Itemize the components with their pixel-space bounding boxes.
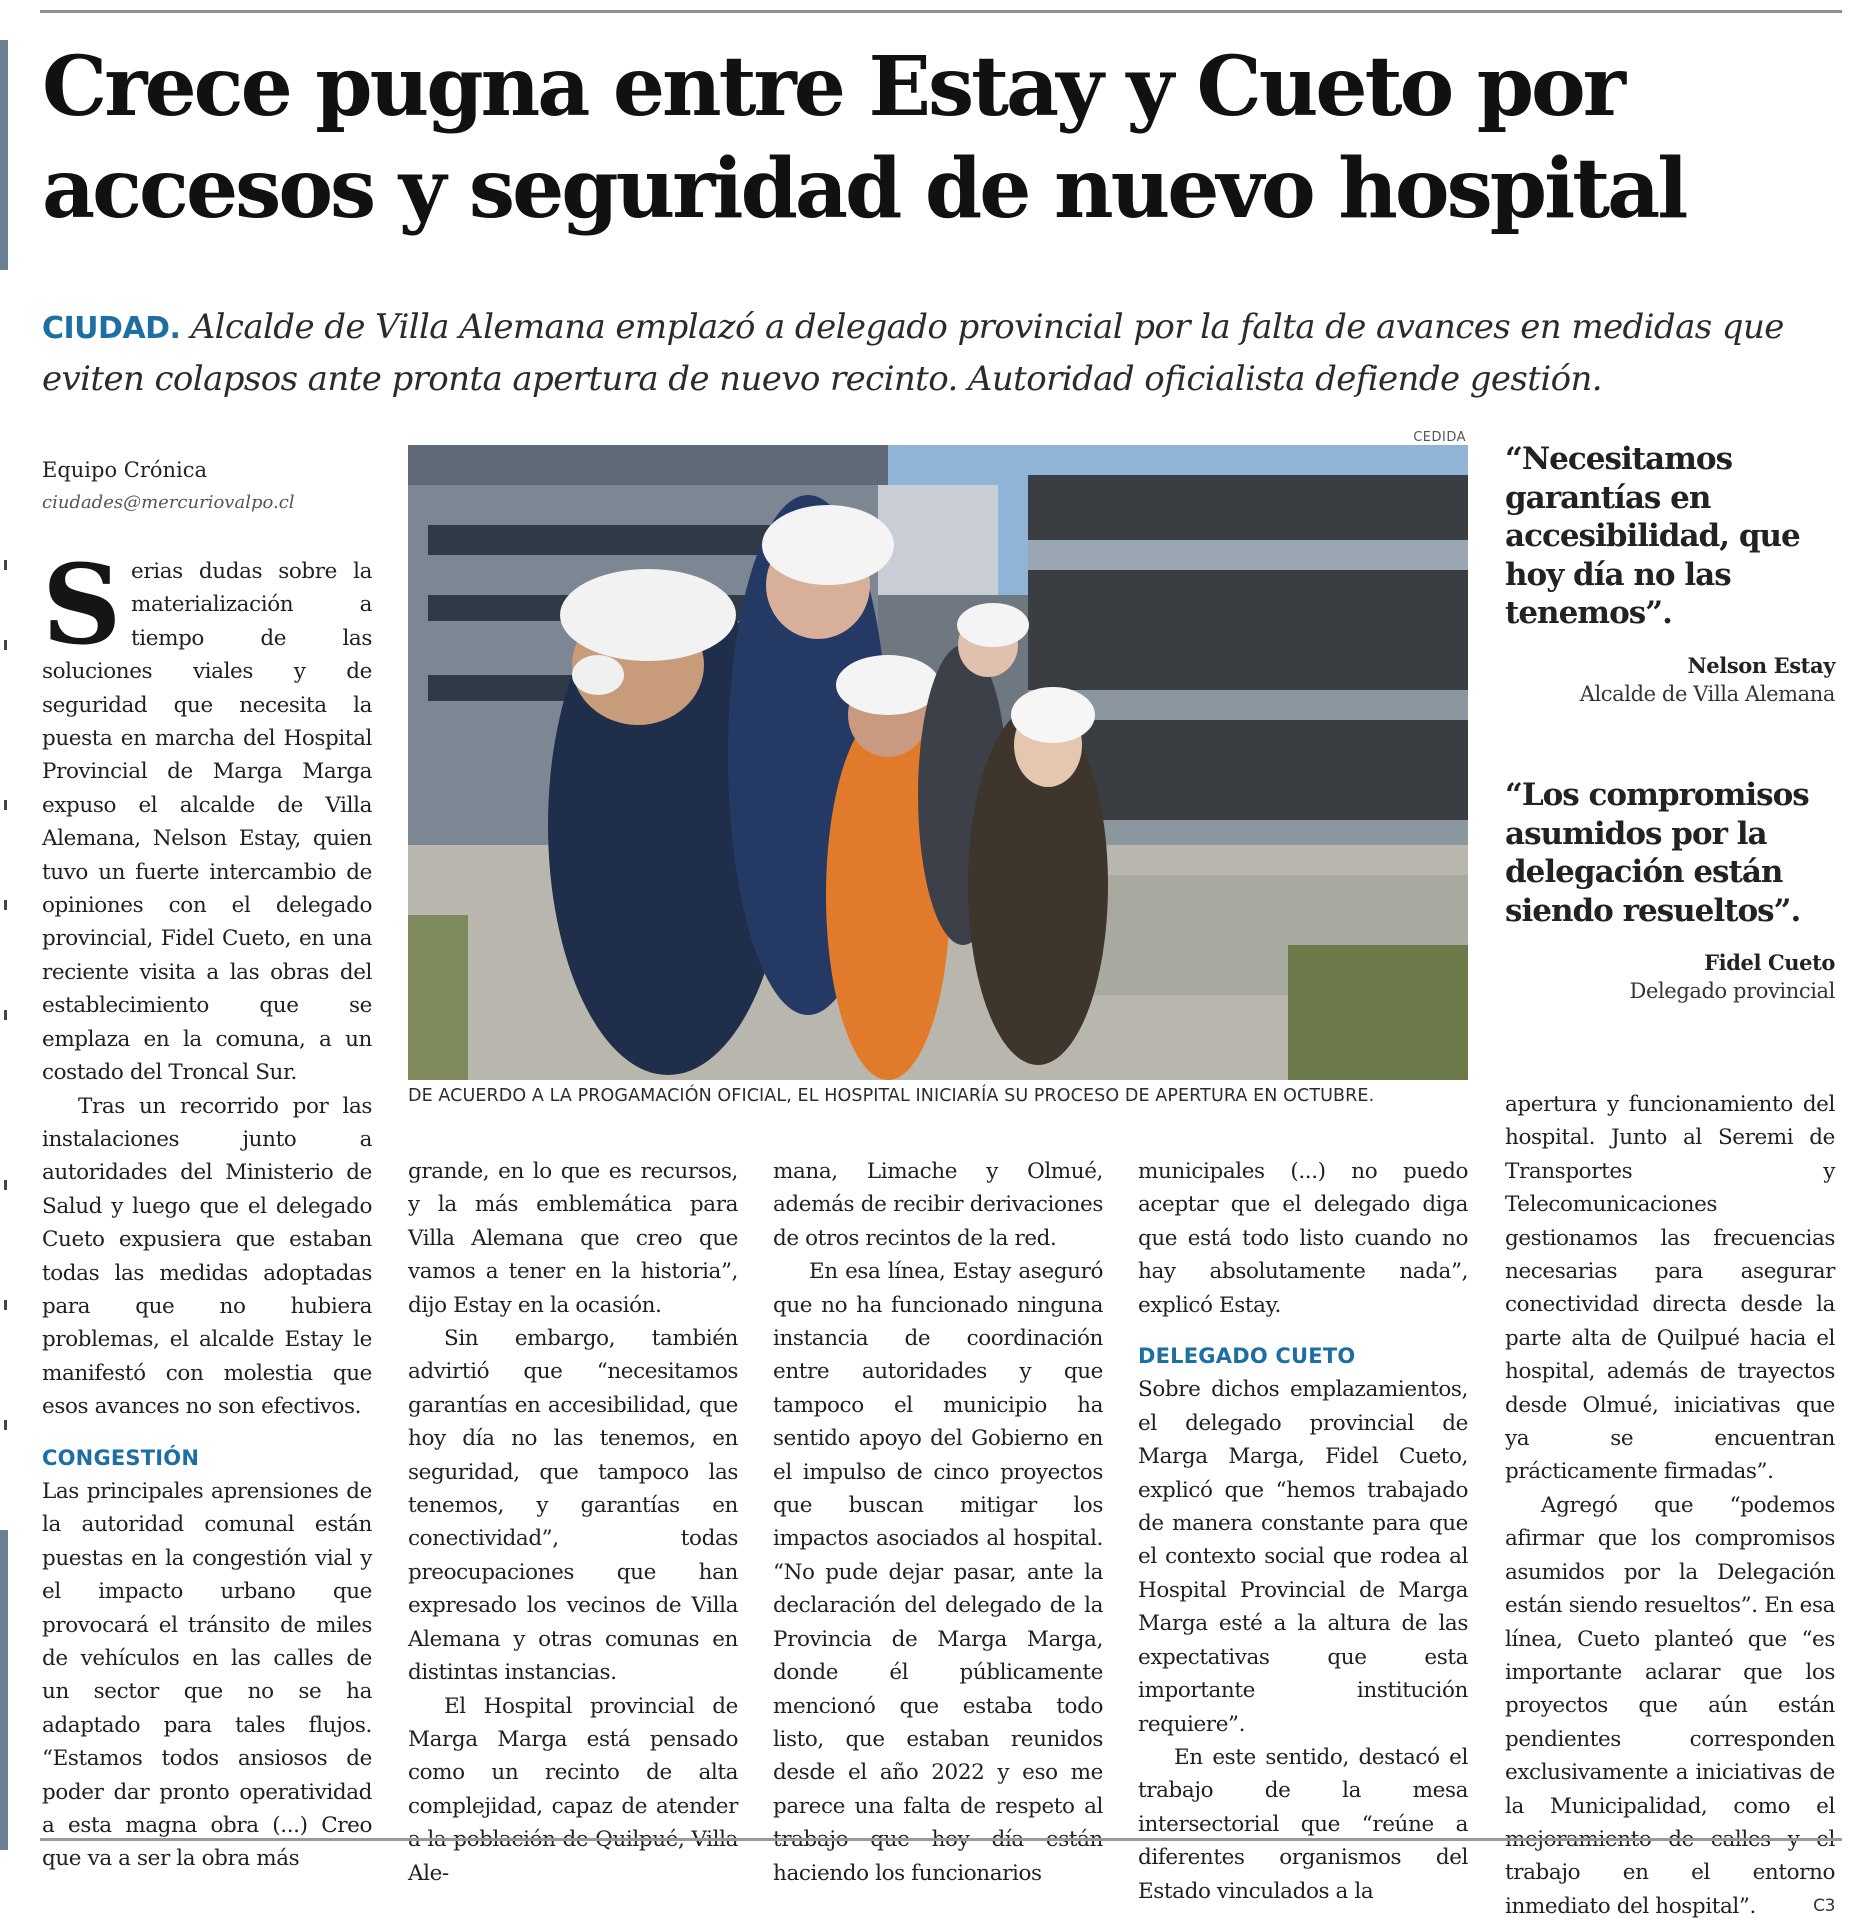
edge-mark: [4, 1180, 7, 1190]
paragraph: Tras un recorrido por las instalaciones junto a autoridades del Ministerio de Salud y luego que el delegado Cueto expusiera que estaban todas las medidas adoptadas para que no hubiera problemas, el alcalde Estay le manifestó con molestia que esos avances no son efectivos.: [42, 1093, 372, 1420]
quote-author: Nelson Estay: [1687, 652, 1835, 678]
article-column-3: [773, 1155, 1103, 1890]
paragraph: grande, en lo que es recursos, y la más emblemática para Villa Alemana que creo que vamos a tener en la historia”, dijo Estay en la ocasión.: [408, 1159, 738, 1318]
end-mark-icon: C3: [1813, 1895, 1835, 1916]
edge-strip: [0, 40, 8, 270]
paragraph: El Hospital provincial de Marga Marga está pensado como un recinto de alta complejidad, capaz de atender a la población de Quilpué, Villa Ale-: [408, 1693, 738, 1886]
edge-mark: [4, 900, 7, 910]
edge-mark: [4, 1300, 7, 1310]
photo-credit: CEDIDA: [1413, 430, 1466, 445]
edge-mark: [4, 560, 7, 570]
edge-mark: [4, 800, 7, 810]
paragraph: apertura y funcionamiento del hospital. Junto al Seremi de Transportes y Telecomunicaciones gestionamos las frecuencias necesarias para asegurar conectividad directa desde la parte alta de Quilpué hacia el hospital, además de trayectos desde Olmué, iniciativas que ya se encuentran prácticamente firmadas”.: [1505, 1092, 1835, 1485]
paragraph: Sobre dichos emplazamientos, el delegado provincial de Marga Marga, Fidel Cueto, explicó que “hemos trabajado de manera constante para que el contexto social que rodea al Hospital Provincial de Marga Marga esté a la altura de las expectativas que esta importante institución requiere”.: [1138, 1377, 1468, 1737]
quote-role: Alcalde de Villa Alemana: [1579, 681, 1835, 706]
section-label: CIUDAD.: [42, 311, 181, 346]
article-column-5: [1505, 1088, 1835, 1923]
paragraph: [1505, 1489, 1835, 1923]
dropcap: S: [42, 540, 122, 669]
headline: Crece pugna entre Estay y Cueto por accesos y seguridad de nuevo hospital: [42, 39, 1686, 237]
article-column-1: [42, 540, 372, 1876]
byline: [42, 455, 372, 517]
section-heading-congestion: CONGESTIÓN: [42, 1445, 200, 1470]
quote-author: Fidel Cueto: [1704, 950, 1835, 975]
paragraph: erias dudas sobre la materialización a tiempo de las soluciones viales y de seguridad que necesita la puesta en marcha del Hospital Provincial de Marga Marga expuso el alcalde de Villa Alemana, Nelson Estay, quien tuvo un fuerte intercambio de opiniones con el delegado provincial, Fidel Cueto, en una reciente visita a las obras del establecimiento que se emplaza en la comuna, a un costado del Troncal Sur.: [42, 559, 372, 1086]
paragraph: Las principales aprensiones de la autoridad comunal están puestas en la congestión vial y el impacto urbano que provocará el tránsito de miles de vehículos en las calles de un sector que no se ha adaptado para tales flujos. “Estamos todos ansiosos de poder dar pronto operatividad a esta magna obra (...) Creo que va a ser la obra más: [42, 1478, 372, 1872]
paragraph: municipales (...) no puedo aceptar que el delegado diga que está todo listo cuando no hay absolutamente nada”, explicó Estay.: [1138, 1159, 1468, 1318]
paragraph: En este sentido, destacó el trabajo de la mesa intersectorial que “reúne a diferentes organismos del Estado vinculados a la: [1138, 1744, 1468, 1904]
top-rule: [40, 10, 1842, 13]
edge-mark: [4, 640, 7, 650]
byline-email: ciudades@mercuriovalpo.cl: [42, 492, 295, 513]
byline-name: Equipo Crónica: [42, 458, 208, 482]
section-heading-delegado: DELEGADO CUETO: [1138, 1344, 1356, 1369]
pull-quote-1: [1505, 440, 1835, 706]
subhead-text: Alcalde de Villa Alemana emplazó a delegado provincial por la falta de avances en medidas que eviten colapsos ante pronta apertura de nuevo recinto. Autoridad oficialista defiende gestión.: [42, 307, 1784, 399]
subhead: [42, 302, 1842, 404]
paragraph-text: Agregó que “podemos afirmar que los compromisos asumidos por la Delegación están siendo resueltos”. En esa línea, Cueto planteó que “es importante aclarar que los proyectos que aún están pendientes corresponden exclusivamente a iniciativas de la Municipalidad, como el mejoramiento de calles y el trabajo en el entorno inmediato del hospital”.: [1505, 1492, 1835, 1919]
edge-strip: [0, 1530, 8, 1850]
article-column-2: [408, 1155, 738, 1890]
photo-caption: DE ACUERDO A LA PROGAMACIÓN OFICIAL, EL HOSPITAL INICIARÍA SU PROCESO DE APERTURA EN OCTUBRE.: [408, 1086, 1375, 1106]
quote-role: Delegado provincial: [1629, 979, 1835, 1003]
news-photo: [408, 445, 1468, 1080]
pull-quote-2: [1505, 776, 1835, 1003]
article-column-4: [1138, 1155, 1468, 1908]
paragraph: En esa línea, Estay aseguró que no ha funcionado ninguna instancia de coordinación entre autoridades y que tampoco el municipio ha sentido apoyo del Gobierno en el impulso de cinco proyectos que buscan mitigar los impactos asociados al hospital. “No pude dejar pasar, ante la declaración del delegado de la Provincia de Marga Marga, donde él públicamente mencionó que estaba todo listo, que estaban reunidos desde el año 2022 y eso me parece una falta de respeto al trabajo que hoy día están haciendo los funcionarios: [773, 1259, 1103, 1886]
edge-mark: [4, 1010, 7, 1020]
paragraph: mana, Limache y Olmué, además de recibir derivaciones de otros recintos de la red.: [773, 1159, 1103, 1251]
photo-illustration: [408, 445, 1468, 1080]
bottom-rule: [40, 1838, 1842, 1841]
quote-text: “Los compromisos asumidos por la delegación están siendo resueltos”.: [1505, 777, 1809, 929]
quote-text: “Necesitamos garantías en accesibilidad, que hoy día no las tenemos”.: [1505, 441, 1800, 631]
edge-mark: [4, 1420, 7, 1430]
paragraph: Sin embargo, también advirtió que “necesitamos garantías en accesibilidad, que hoy día no las tenemos, en seguridad, que tampoco las tenemos, y garantías en conectividad”, todas preocupaciones que han expresado los vecinos de Villa Alemana y otras comunas en distintas instancias.: [408, 1326, 738, 1686]
